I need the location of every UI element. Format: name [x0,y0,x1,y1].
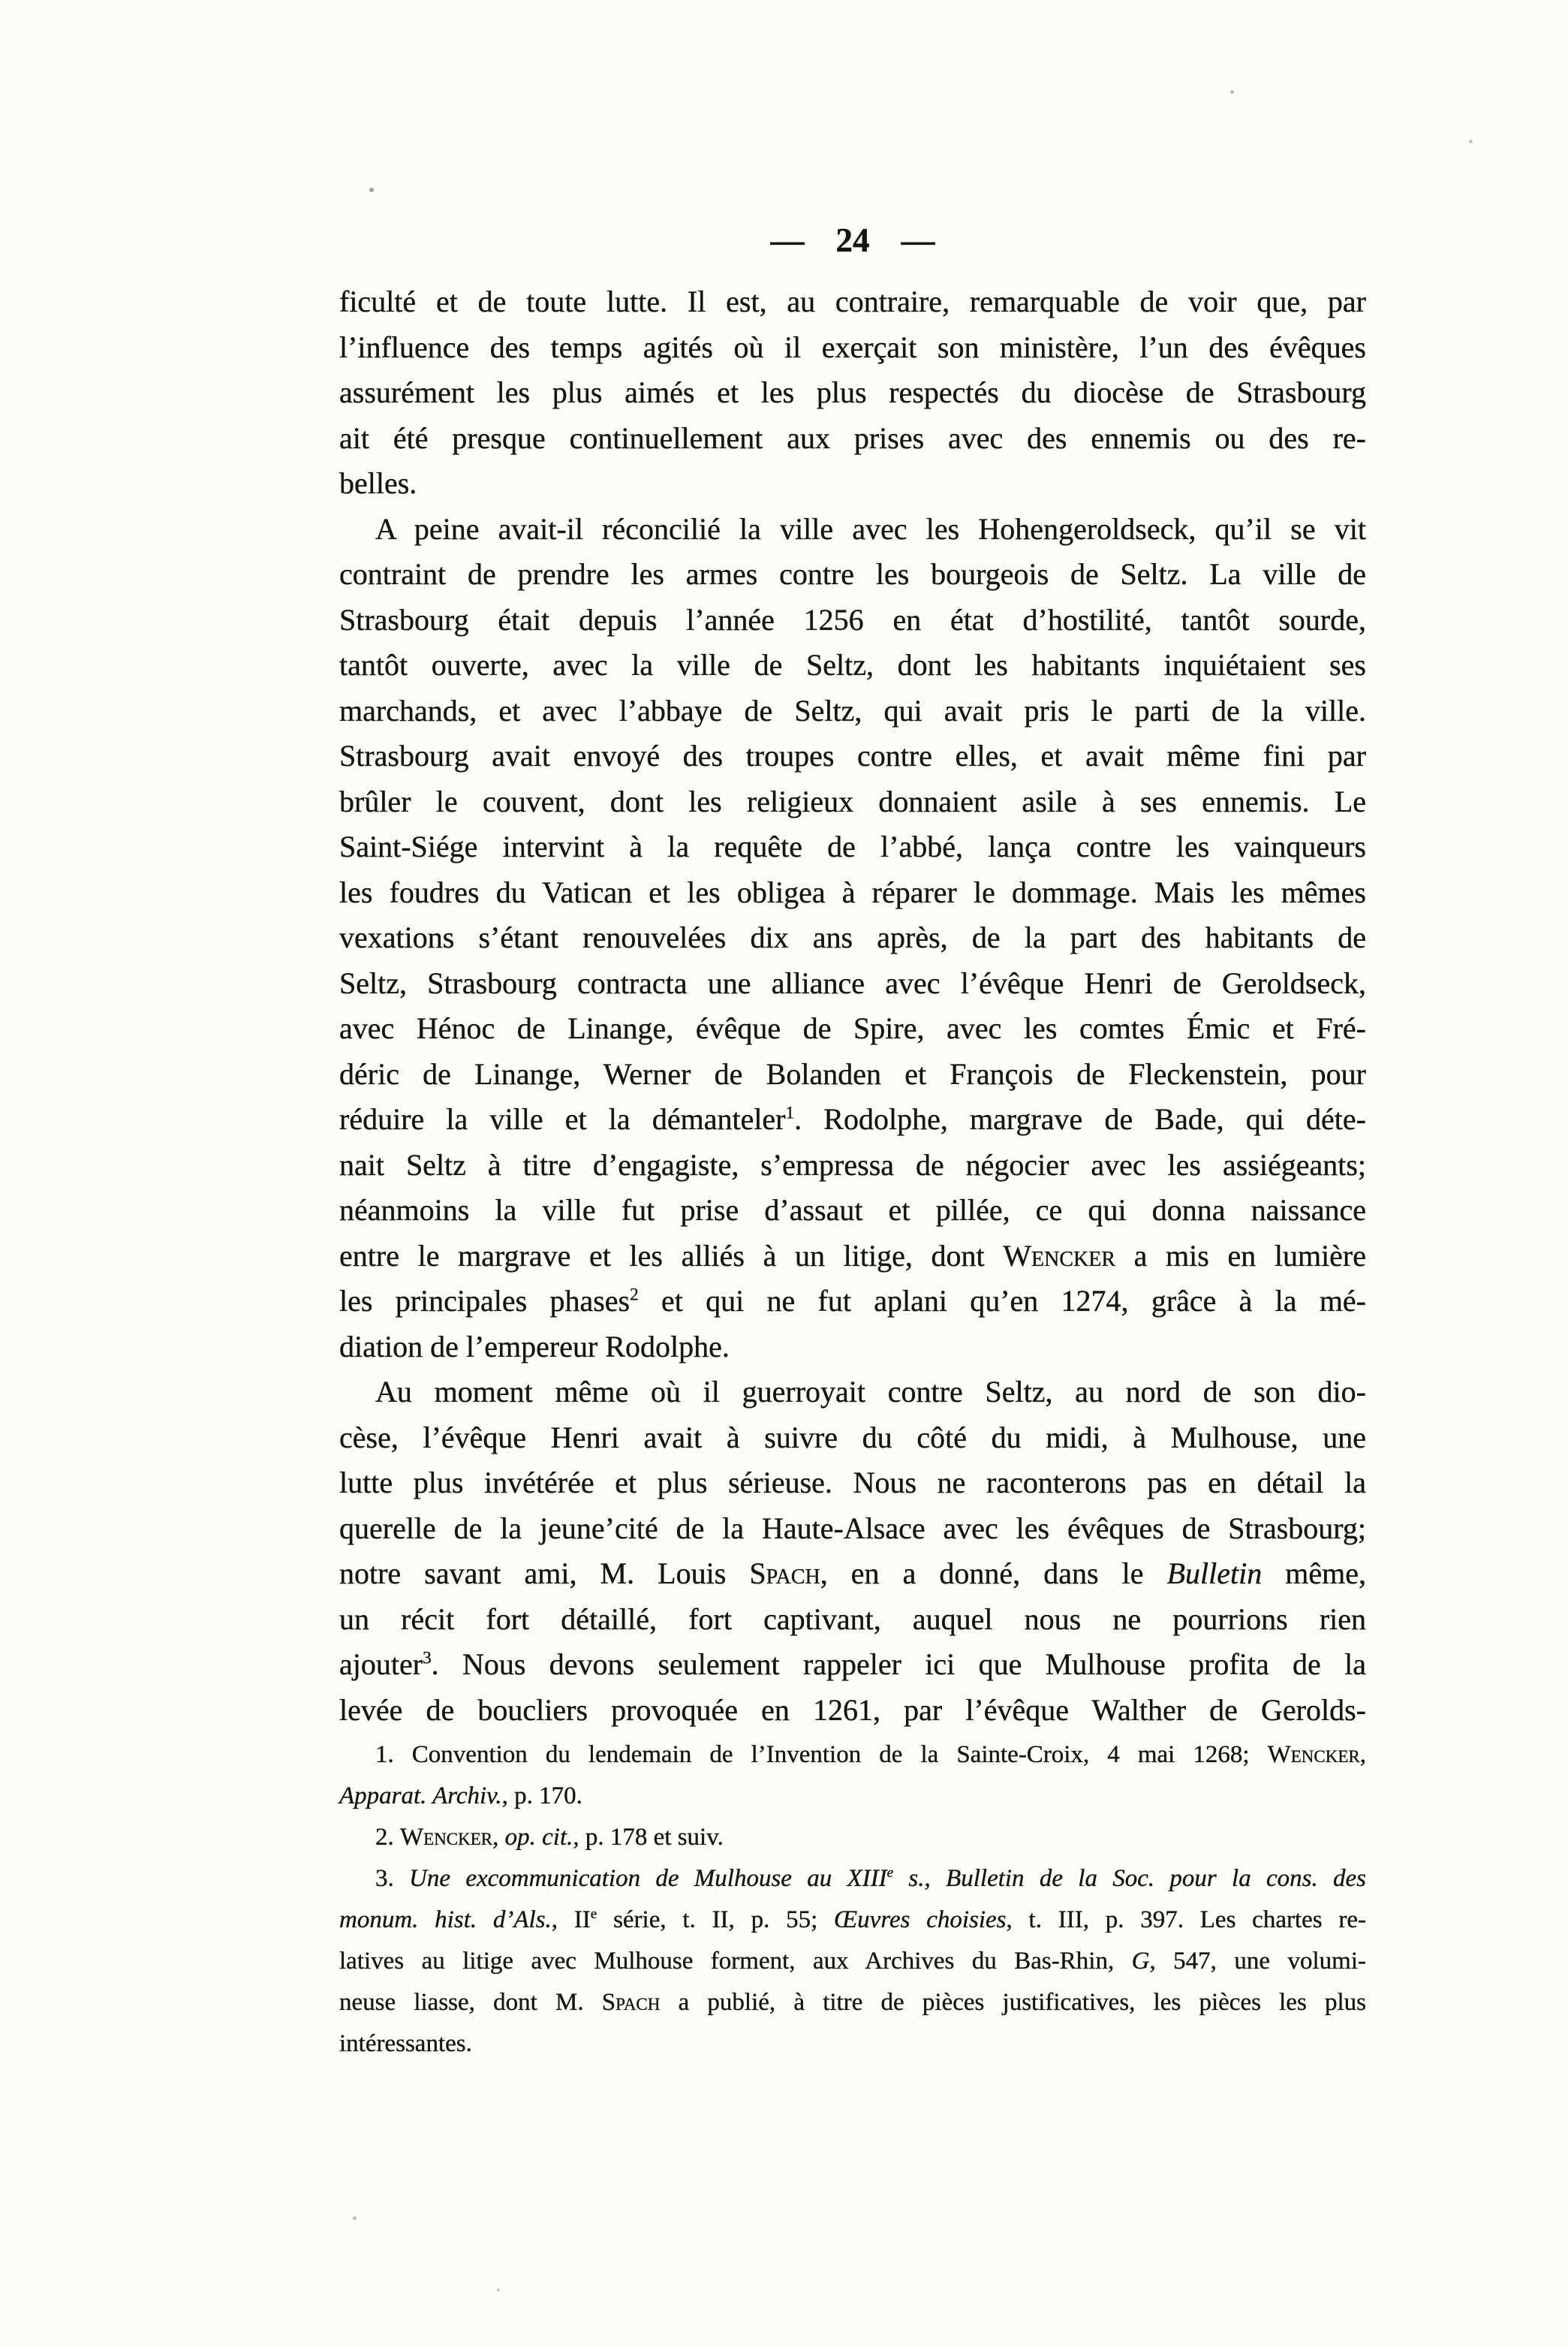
body-text-line [339,1551,1366,1597]
footnote-line [339,1776,1366,1817]
body-text-line [339,279,1366,325]
text-run: Saint-Siége intervint à la requête de l’abbé, lança contre les vainqueurs [339,830,1366,863]
text-run: vexations s’étant renouvelées dix ans après, de la part des habitants de [339,920,1366,954]
text-run: cèse, l’évêque Henri avait à suivre du côté du midi, à Mulhouse, une [339,1420,1366,1454]
text-run: a mis en lumière [1115,1238,1367,1273]
text-run: ait été presque continuellement aux prises avec des ennemis ou des re- [339,420,1366,455]
body-text-line [339,325,1366,371]
text-run: Strasbourg avait envoyé des troupes contre elles, et avait même fini par [339,739,1366,773]
footnote-line [339,1941,1366,1982]
text-run: , II [551,1906,591,1933]
footnote-line [339,2023,1366,2065]
body-text-line [339,1506,1366,1552]
text-run: Wencker [1003,1238,1115,1273]
text-run: lutte plus invétérée et plus sérieuse. Nous ne raconterons pas en détail la [339,1466,1366,1499]
page-number: 24 [835,221,870,259]
footnotes-block [339,1734,1366,2065]
body-text-line [339,1234,1366,1279]
body-text-line [339,1415,1366,1461]
body-text-line [339,688,1366,734]
body-text-line [339,370,1366,416]
text-run: Spach [601,1989,661,2016]
scan-speck [497,2288,500,2291]
footnote-line [339,1817,1366,1858]
text-run: les principales phases [339,1284,631,1318]
text-run: 3 [423,1648,432,1668]
footnote-line [339,1734,1366,1776]
body-text-line [339,824,1366,870]
text-run: , [492,1824,505,1851]
body-text-line [339,598,1366,643]
text-run: assurément les plus aimés et les plus respectés du diocèse de Strasbourg [339,375,1366,409]
text-run: entre le margrave et les alliés à un litige, dont [339,1238,1004,1273]
scan-speck [1469,140,1473,143]
text-run: Œuvres choisies [834,1906,1007,1933]
body-text-line [339,1097,1366,1143]
text-run: ficulté et de toute lutte. Il est, au contraire, remarquable de voir que, par [339,285,1366,318]
text-run: monum. hist. d’Als. [339,1906,552,1933]
text-run: , t. III, p. 397. Les chartes re- [1006,1906,1367,1933]
text-run: , en a donné, dans le [820,1556,1167,1590]
scan-speck [1230,90,1234,94]
text-run: 2 [630,1285,639,1305]
body-text-line [339,643,1366,688]
footnote-line [339,1900,1366,1941]
text-run: 2. [375,1824,400,1851]
text-run: marchands, et avec l’abbaye de Seltz, qui avait pris le parti de la ville. [339,693,1366,728]
text-run: notre savant ami, M. Louis [339,1556,750,1590]
text-run: Apparat. Archiv. [339,1782,502,1809]
text-run: latives au litige avec Mulhouse forment, aux Archives du Bas-Rhin, [339,1948,1132,1975]
body-text-line [339,1052,1366,1098]
text-run: Strasbourg était depuis l’année 1256 en état d’hostilité, tantôt sourde, [339,602,1366,637]
body-text-line [339,915,1366,961]
text-run: Seltz, Strasbourg contracta une alliance avec l’évêque Henri de Geroldseck, [339,966,1366,1000]
text-run: 1. Convention du lendemain de l’Invention de la Sainte-Croix, 4 mai 1268; [375,1741,1268,1768]
footnote-line [339,1982,1366,2023]
body-text-line [339,870,1366,916]
text-run: a publié, à titre de pièces justificatives, les pièces les plus [660,1989,1367,2016]
text-run: intéressantes. [339,2030,472,2057]
body-text-line [339,734,1366,779]
text-run: querelle de la jeune’cité de la Haute-Alsace avec les évêques de Strasbourg; [339,1511,1366,1545]
body-text-line [339,416,1366,462]
page-header [339,222,1366,258]
text-run: contraint de prendre les armes contre les bourgeois de Seltz. La ville de [339,557,1366,591]
text-run: s. [893,1865,925,1892]
text-run: G [1131,1948,1150,1975]
text-run: et qui ne fut aplani qu’en 1274, grâce à la mé- [638,1284,1367,1318]
body-text-line [339,461,1366,507]
body-text-line [339,1688,1366,1734]
scan-speck [369,188,374,192]
text-run: réduire la ville et la démanteler [339,1102,786,1136]
text-run: avec Hénoc de Linange, évêque de Spire, avec les comtes Émic et Fré- [339,1011,1366,1045]
text-run: belles. [339,466,417,500]
text-run: 3. [375,1865,410,1892]
text-run: Bulletin [1166,1556,1263,1590]
body-text-line [339,552,1366,598]
header-left-dash: — [770,221,805,259]
body-text-line [339,507,1366,553]
body-text-line [339,1188,1366,1234]
body-text-line [339,1324,1366,1370]
body-text-line [339,1642,1366,1688]
text-run: nait Seltz à titre d’engagiste, s’empressa de négocier avec les assiégeants; [339,1147,1366,1182]
text-run: tantôt ouverte, avec la ville de Seltz, dont les habitants inquiétaient ses [339,648,1366,682]
text-run: , [924,1865,947,1892]
body-text-line [339,961,1366,1007]
text-run: Bulletin de la Soc. pour la cons. des [946,1865,1367,1892]
footnote-line [339,1858,1366,1900]
body-text-line [339,1279,1366,1324]
body-text-line [339,1143,1366,1189]
text-run: brûler le couvent, dont les religieux donnaient asile à ses ennemis. Le [339,784,1366,818]
text-run: néanmoins la ville fut prise d’assaut et pillée, ce qui donna naissance [339,1193,1366,1227]
body-text [339,279,1366,1733]
text-run: série, t. II, p. 55; [597,1906,835,1933]
text-run: A peine avait-il réconcilié la ville avec les Hohengeroldseck, qu’il se vit [375,511,1366,546]
text-run: même, [1262,1556,1366,1590]
text-run: , 547, une volumi- [1149,1948,1366,1975]
text-run: , p. 178 et suiv. [573,1824,724,1851]
text-run: déric de Linange, Werner de Bolanden et François de Fleckenstein, pour [339,1056,1366,1091]
text-run: Spach [749,1556,820,1590]
body-text-line [339,1460,1366,1506]
body-text-line [339,1369,1366,1415]
body-text-line [339,1006,1366,1052]
text-run: levée de boucliers provoquée en 1261, par l’évêque Walther de Gerolds- [339,1692,1366,1727]
text-run: Wencker [400,1824,493,1851]
body-text-line [339,1597,1366,1643]
text-run: . Rodolphe, margrave de Bade, qui déte- [794,1102,1366,1136]
text-run: Une excommunication de Mulhouse au XIII [409,1865,887,1892]
text-run: e [886,1865,894,1881]
text-run: ajouter [339,1647,423,1681]
text-run: op. cit. [504,1824,573,1851]
text-run: e [590,1906,597,1922]
text-run: neuse liasse, dont M. [339,1989,602,2016]
header-right-dash: — [901,221,935,259]
text-run: l’influence des temps agités où il exerçait son ministère, l’un des évêques [339,330,1366,364]
text-run: , p. 170. [501,1782,582,1809]
text-run: . Nous devons seulement rappeler ici que Mulhouse profita de la [431,1647,1366,1681]
body-text-line [339,779,1366,825]
text-run: les foudres du Vatican et les obligea à réparer le dommage. Mais les mêmes [339,875,1366,909]
text-run: , [1359,1741,1366,1768]
text-run: un récit fort détaillé, fort captivant, auquel nous ne pourrions rien [339,1601,1366,1636]
text-run: 1 [785,1103,795,1123]
scan-speck [353,2216,357,2220]
text-run: Au moment même où il guerroyait contre Seltz, au nord de son dio- [375,1375,1366,1409]
text-run: diation de l’empereur Rodolphe. [339,1329,730,1363]
text-run: Wencker [1267,1741,1360,1768]
